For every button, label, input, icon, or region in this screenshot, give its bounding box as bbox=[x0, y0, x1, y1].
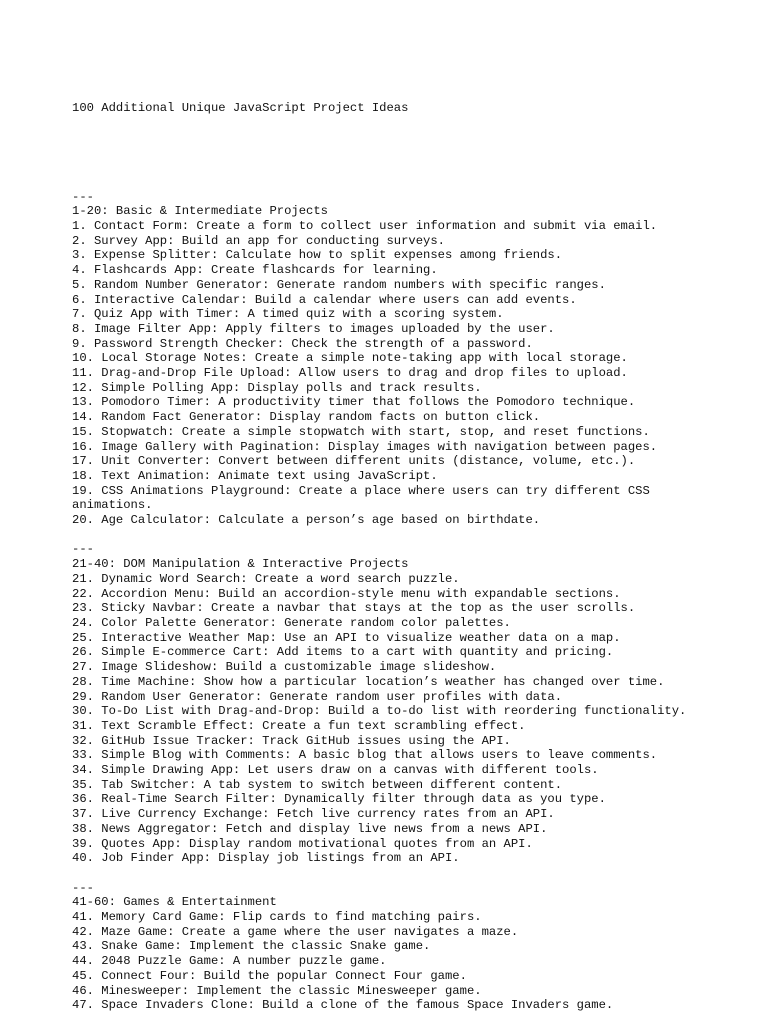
list-item: 9. Password Strength Checker: Check the strength of a password. bbox=[72, 336, 533, 351]
list-item: 38. News Aggregator: Fetch and display live news from a news API. bbox=[72, 821, 548, 836]
list-item: 20. Age Calculator: Calculate a person’s age based on birthdate. bbox=[72, 513, 541, 528]
list-item: 37. Live Currency Exchange: Fetch live currency rates from an API. bbox=[72, 807, 555, 822]
list-item: 15. Stopwatch: Create a simple stopwatch with start, stop, and reset functions. bbox=[72, 424, 650, 439]
list-item: 43. Snake Game: Implement the classic Snake game. bbox=[72, 939, 431, 954]
document-page bbox=[72, 72, 712, 1028]
section-separator: --- bbox=[72, 542, 94, 557]
list-item: 13. Pomodoro Timer: A productivity timer that follows the Pomodoro technique. bbox=[72, 395, 636, 410]
document-title: 100 Additional Unique JavaScript Project Ideas bbox=[72, 101, 409, 116]
list-item: 33. Simple Blog with Comments: A basic blog that allows users to leave comments. bbox=[72, 748, 658, 763]
list-item: 41. Memory Card Game: Flip cards to find matching pairs. bbox=[72, 910, 482, 925]
list-item: 31. Text Scramble Effect: Create a fun text scrambling effect. bbox=[72, 718, 526, 733]
list-item: 30. To-Do List with Drag-and-Drop: Build a to-do list with reordering functionality. bbox=[72, 704, 687, 719]
list-item: 34. Simple Drawing App: Let users draw on a canvas with different tools. bbox=[72, 763, 599, 778]
list-item: 7. Quiz App with Timer: A timed quiz with a scoring system. bbox=[72, 307, 504, 322]
list-item: 14. Random Fact Generator: Display random facts on button click. bbox=[72, 410, 541, 425]
list-item: 4. Flashcards App: Create flashcards for learning. bbox=[72, 263, 438, 278]
list-item: 26. Simple E-commerce Cart: Add items to a cart with quantity and pricing. bbox=[72, 645, 614, 660]
list-item: 19. CSS Animations Playground: Create a place where users can try different CSS animations. bbox=[72, 483, 658, 513]
section-3 bbox=[72, 881, 712, 1013]
list-item: 46. Minesweeper: Implement the classic Minesweeper game. bbox=[72, 983, 482, 998]
list-item: 21. Dynamic Word Search: Create a word search puzzle. bbox=[72, 571, 460, 586]
list-item: 45. Connect Four: Build the popular Connect Four game. bbox=[72, 968, 467, 983]
blank-line bbox=[72, 146, 712, 161]
list-item: 39. Quotes App: Display random motivational quotes from an API. bbox=[72, 836, 533, 851]
list-item: 25. Interactive Weather Map: Use an API to visualize weather data on a map. bbox=[72, 630, 621, 645]
list-item: 36. Real-Time Search Filter: Dynamically filter through data as you type. bbox=[72, 792, 606, 807]
blank-line bbox=[72, 866, 712, 881]
list-item: 2. Survey App: Build an app for conducting surveys. bbox=[72, 233, 445, 248]
document-sections bbox=[72, 190, 712, 1013]
list-item: 1. Contact Form: Create a form to collect user information and submit via email. bbox=[72, 219, 658, 234]
list-item: 24. Color Palette Generator: Generate random color palettes. bbox=[72, 615, 511, 630]
section-heading: 1-20: Basic & Intermediate Projects bbox=[72, 204, 328, 219]
list-item: 5. Random Number Generator: Generate random numbers with specific ranges. bbox=[72, 277, 606, 292]
list-item: 28. Time Machine: Show how a particular location’s weather has changed over time. bbox=[72, 674, 665, 689]
list-item: 40. Job Finder App: Display job listings from an API. bbox=[72, 851, 460, 866]
list-item: 29. Random User Generator: Generate random user profiles with data. bbox=[72, 689, 563, 704]
section-separator: --- bbox=[72, 880, 94, 895]
list-item: 42. Maze Game: Create a game where the user navigates a maze. bbox=[72, 924, 519, 939]
list-item: 22. Accordion Menu: Build an accordion-style menu with expandable sections. bbox=[72, 586, 621, 601]
section-2 bbox=[72, 542, 712, 880]
list-item: 35. Tab Switcher: A tab system to switch between different content. bbox=[72, 777, 563, 792]
list-item: 17. Unit Converter: Convert between different units (distance, volume, etc.). bbox=[72, 454, 636, 469]
list-item: 27. Image Slideshow: Build a customizable image slideshow. bbox=[72, 660, 497, 675]
section-separator: --- bbox=[72, 189, 94, 204]
section-heading: 41-60: Games & Entertainment bbox=[72, 895, 277, 910]
list-item: 10. Local Storage Notes: Create a simple note-taking app with local storage. bbox=[72, 351, 628, 366]
list-item: 23. Sticky Navbar: Create a navbar that stays at the top as the user scrolls. bbox=[72, 601, 636, 616]
list-item: 12. Simple Polling App: Display polls and track results. bbox=[72, 380, 482, 395]
section-1 bbox=[72, 190, 712, 543]
list-item: 16. Image Gallery with Pagination: Display images with navigation between pages. bbox=[72, 439, 658, 454]
list-item: 32. GitHub Issue Tracker: Track GitHub issues using the API. bbox=[72, 733, 511, 748]
list-item: 6. Interactive Calendar: Build a calendar where users can add events. bbox=[72, 292, 577, 307]
list-item: 11. Drag-and-Drop File Upload: Allow users to drag and drop files to upload. bbox=[72, 366, 628, 381]
section-heading: 21-40: DOM Manipulation & Interactive Projects bbox=[72, 557, 409, 572]
list-item: 3. Expense Splitter: Calculate how to split expenses among friends. bbox=[72, 248, 563, 263]
list-item: 18. Text Animation: Animate text using JavaScript. bbox=[72, 468, 438, 483]
list-item: 47. Space Invaders Clone: Build a clone of the famous Space Invaders game. bbox=[72, 998, 614, 1013]
list-item: 8. Image Filter App: Apply filters to images uploaded by the user. bbox=[72, 321, 555, 336]
blank-line bbox=[72, 528, 712, 543]
list-item: 44. 2048 Puzzle Game: A number puzzle game. bbox=[72, 954, 387, 969]
